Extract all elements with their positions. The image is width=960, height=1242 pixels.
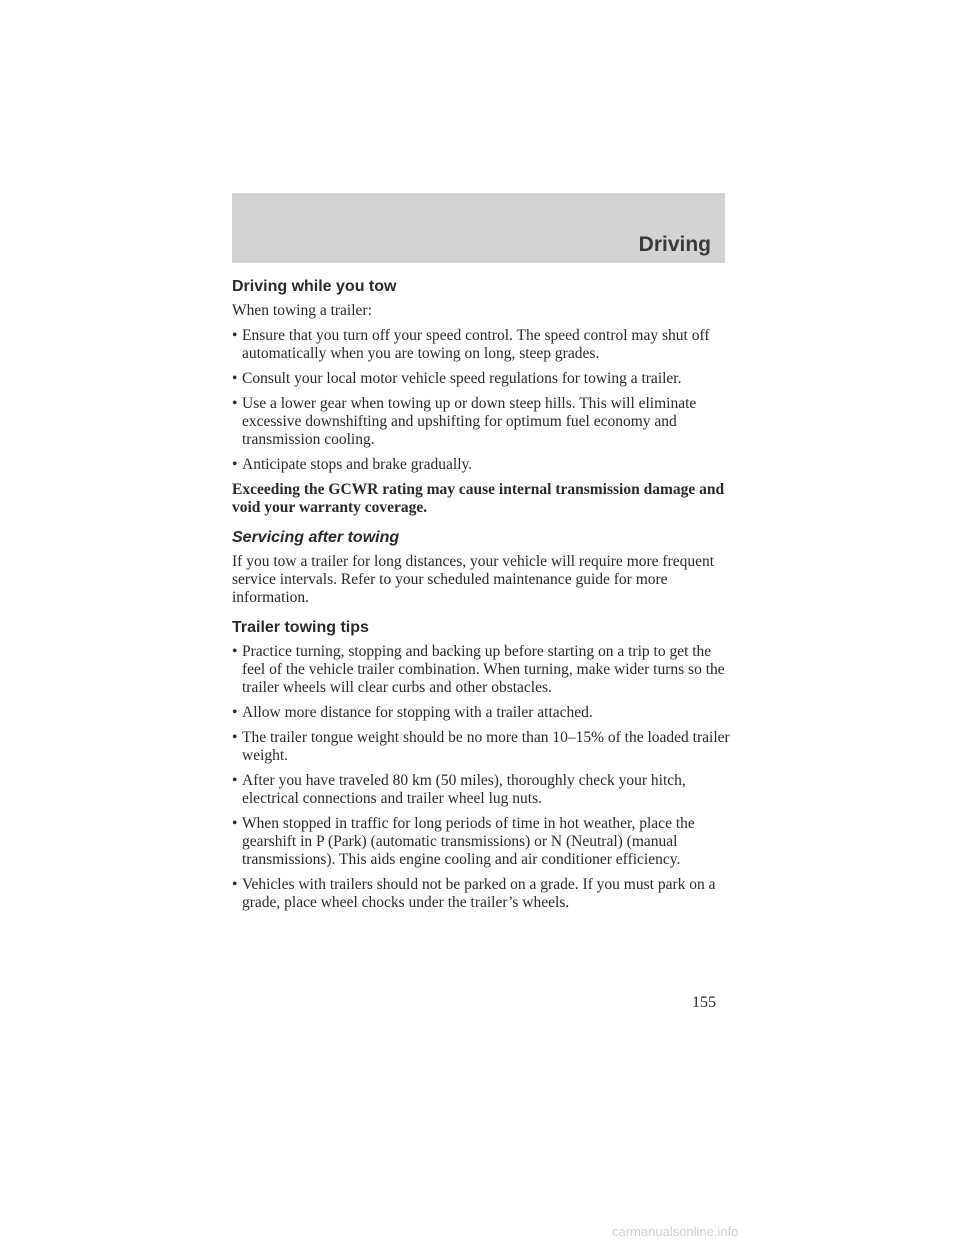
heading-driving-while-tow: Driving while you tow — [232, 278, 397, 295]
list-item-text: The trailer tongue weight should be no more than 10–15% of the loaded trailer weight. — [242, 729, 730, 764]
servicing-body: If you tow a trailer for long distances, your vehicle will require more frequent service intervals. Refer to your scheduled maintenance guide for more information. — [232, 553, 715, 606]
list-item-text: Anticipate stops and brake gradually. — [242, 456, 473, 473]
list-item — [232, 327, 732, 363]
watermark: carmanualsonline.info — [612, 1224, 739, 1239]
list-item — [232, 456, 732, 474]
towing-list — [232, 327, 732, 474]
tips-list — [232, 643, 732, 912]
section-header-band — [232, 193, 725, 263]
list-item — [232, 643, 732, 697]
list-item-text: Ensure that you turn off your speed control. The speed control may shut off automatically when you are towing on long, steep grades. — [242, 327, 710, 362]
list-item — [232, 395, 732, 449]
list-item — [232, 370, 732, 388]
page-number: 155 — [692, 994, 716, 1011]
list-item-text: After you have traveled 80 km (50 miles), thoroughly check your hitch, electrical connections and trailer wheel lug nuts. — [242, 772, 686, 807]
list-item-text: Vehicles with trailers should not be parked on a grade. If you must park on a grade, place wheel chocks under the trailer’s wheels. — [242, 876, 716, 911]
section-title: Driving — [638, 233, 711, 256]
list-item-text: Allow more distance for stopping with a trailer attached. — [242, 704, 593, 721]
bullet-icon: • — [232, 876, 238, 893]
bullet-icon: • — [232, 729, 238, 746]
bullet-icon: • — [232, 772, 238, 789]
list-item — [232, 729, 732, 765]
list-item-text: Use a lower gear when towing up or down steep hills. This will eliminate excessive downshifting and upshifting for optimum fuel economy and transmission cooling. — [242, 395, 697, 448]
intro-text: When towing a trailer: — [232, 302, 372, 319]
bullet-icon: • — [232, 456, 238, 473]
page-content — [232, 278, 732, 919]
bullet-icon: • — [232, 704, 238, 721]
list-item-text: Consult your local motor vehicle speed regulations for towing a trailer. — [242, 370, 682, 387]
bullet-icon: • — [232, 815, 238, 832]
bullet-icon: • — [232, 643, 238, 660]
bullet-icon: • — [232, 395, 238, 412]
heading-towing-tips: Trailer towing tips — [232, 619, 369, 636]
bullet-icon: • — [232, 327, 238, 344]
list-item — [232, 704, 732, 722]
list-item-text: When stopped in traffic for long periods of time in hot weather, place the gearshift in P (Park) (automatic transmissions) or N (Neutral) (manual transmissions). This aids engine cooling and air conditioner efficiency. — [242, 815, 695, 868]
list-item — [232, 876, 732, 912]
bullet-icon: • — [232, 370, 238, 387]
gcwr-warning: Exceeding the GCWR rating may cause internal transmission damage and void your warranty coverage. — [232, 481, 725, 516]
list-item-text: Practice turning, stopping and backing up before starting on a trip to get the feel of the vehicle trailer combination. When turning, make wider turns so the trailer wheels will clear curbs and other obstacles. — [242, 643, 725, 696]
heading-servicing: Servicing after towing — [232, 529, 400, 546]
list-item — [232, 772, 732, 808]
list-item — [232, 815, 732, 869]
